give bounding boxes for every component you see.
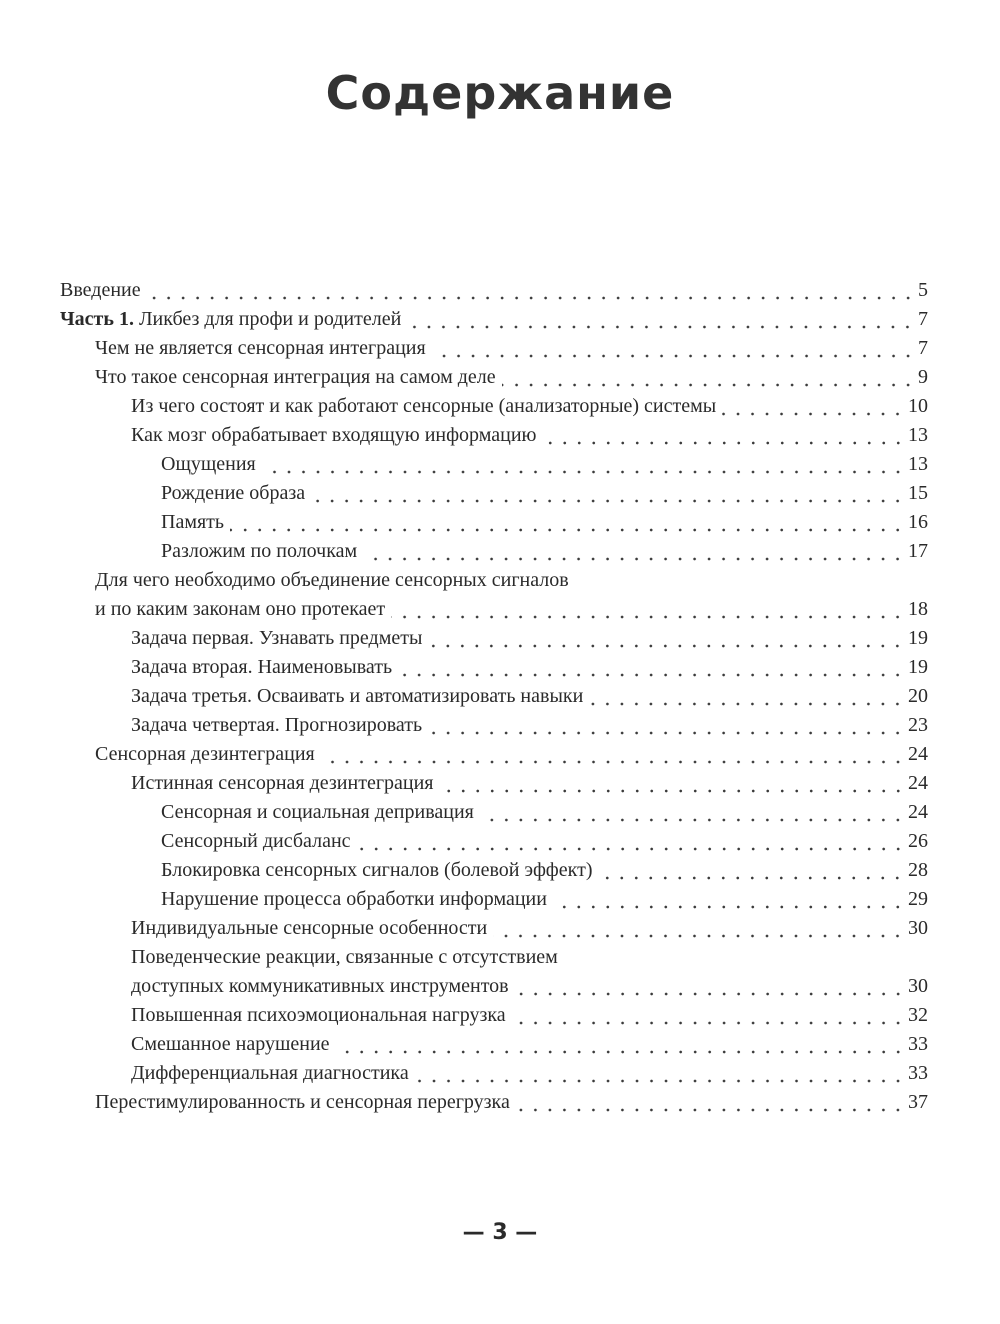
- toc-entry-title: Для чего необходимо объединение сенсорных сигналов: [95, 569, 569, 591]
- toc-entry-title: Сенсорный дисбаланс: [161, 830, 351, 852]
- toc-entry-title: Нарушение процесса обработки информации: [161, 888, 547, 910]
- toc-entry[interactable]: [60, 1059, 928, 1088]
- toc-entry-title: Как мозг обрабатывает входящую информацию: [131, 424, 537, 446]
- dot-leader: [598, 856, 905, 885]
- toc-entry[interactable]: [60, 392, 928, 421]
- dot-leader: [398, 653, 905, 682]
- dot-leader: [432, 334, 915, 363]
- toc-entry[interactable]: [60, 885, 928, 914]
- toc-entry[interactable]: [60, 624, 928, 653]
- toc-page-number: 23: [908, 714, 928, 736]
- toc-page-number: 24: [908, 772, 928, 794]
- toc-page-number: 26: [908, 830, 928, 852]
- dot-leader: [722, 392, 905, 421]
- dot-leader: [321, 740, 905, 769]
- toc-entry-title: доступных коммуникативных инструментов: [131, 975, 509, 997]
- dot-leader: [515, 972, 905, 1001]
- toc-entry-title: Рождение образа: [161, 482, 306, 504]
- toc-page-number: 29: [908, 888, 928, 910]
- toc-page-number: 15: [908, 482, 928, 504]
- toc-page-number: 9: [918, 366, 928, 388]
- toc-page-number: 32: [908, 1004, 928, 1026]
- toc-entry[interactable]: [60, 508, 928, 537]
- toc-page-number: 5: [918, 279, 928, 301]
- toc-entry[interactable]: [60, 363, 928, 392]
- toc-entry[interactable]: [60, 1030, 928, 1059]
- toc-entry[interactable]: [60, 305, 928, 334]
- toc-entry[interactable]: [60, 1001, 928, 1030]
- toc-entry[interactable]: [60, 827, 928, 856]
- toc-entry-title: Разложим по полочкам: [161, 540, 358, 562]
- toc-entry-title: Введение: [60, 279, 141, 301]
- toc-page-number: 19: [908, 627, 928, 649]
- toc-entry-title: Истинная сенсорная дезинтеграция: [131, 772, 434, 794]
- toc-page-number: 24: [908, 743, 928, 765]
- toc-entry-title: Ощущения: [161, 453, 256, 475]
- toc-entry-title: Чем не является сенсорная интеграция: [95, 337, 426, 359]
- table-of-contents: [60, 276, 928, 1117]
- toc-entry-title: Ликбез для профи и родителей: [138, 308, 402, 330]
- toc-entry[interactable]: [60, 566, 928, 595]
- toc-entry-title: Индивидуальные сенсорные особенности: [131, 917, 488, 939]
- dot-leader: [543, 421, 906, 450]
- dot-leader: [415, 1059, 905, 1088]
- toc-entry[interactable]: [60, 740, 928, 769]
- toc-entry[interactable]: [60, 943, 928, 972]
- toc-entry[interactable]: [60, 653, 928, 682]
- toc-entry[interactable]: [60, 450, 928, 479]
- toc-page-number: 24: [908, 801, 928, 823]
- toc-page-number: 16: [908, 511, 928, 533]
- toc-entry-title: Сенсорная и социальная депривация: [161, 801, 474, 823]
- toc-entry[interactable]: [60, 334, 928, 363]
- dot-leader: [512, 1001, 905, 1030]
- toc-entry[interactable]: [60, 856, 928, 885]
- toc-entry[interactable]: [60, 276, 928, 305]
- toc-entry[interactable]: [60, 711, 928, 740]
- dot-leader: [516, 1088, 905, 1117]
- toc-entry-title: Повышенная психоэмоциональная нагрузка: [131, 1004, 506, 1026]
- dot-leader: [589, 682, 905, 711]
- toc-entry-title: Задача третья. Осваивать и автоматизировать навыки: [131, 685, 584, 707]
- toc-page-number: 33: [908, 1033, 928, 1055]
- toc-entry[interactable]: [60, 421, 928, 450]
- toc-page-number: 28: [908, 859, 928, 881]
- toc-entry[interactable]: [60, 595, 928, 624]
- toc-entry[interactable]: [60, 1088, 928, 1117]
- dot-leader: [480, 798, 905, 827]
- dot-leader: [553, 885, 905, 914]
- toc-entry[interactable]: [60, 798, 928, 827]
- toc-entry[interactable]: [60, 682, 928, 711]
- page-number: — 3 —: [462, 1220, 538, 1245]
- dot-leader: [428, 624, 905, 653]
- toc-entry[interactable]: [60, 537, 928, 566]
- toc-entry-title: Поведенческие реакции, связанные с отсутствием: [131, 946, 558, 968]
- toc-entry-title: Что такое сенсорная интеграция на самом деле: [95, 366, 496, 388]
- toc-entry-title: Задача вторая. Наименовывать: [131, 656, 393, 678]
- toc-entry-title: Из чего состоят и как работают сенсорные (анализаторные) системы: [131, 395, 717, 417]
- toc-page-number: 18: [908, 598, 928, 620]
- toc-entry-title: Задача четвертая. Прогнозировать: [131, 714, 423, 736]
- dot-leader: [407, 305, 915, 334]
- toc-page-number: 13: [908, 424, 928, 446]
- toc-entry[interactable]: [60, 914, 928, 943]
- dot-leader: [493, 914, 905, 943]
- toc-page-number: 13: [908, 453, 928, 475]
- dot-leader: [147, 276, 915, 305]
- toc-page-number: 30: [908, 975, 928, 997]
- dot-leader: [311, 479, 905, 508]
- toc-entry-title: Перестимулированность и сенсорная перегрузка: [95, 1091, 510, 1113]
- toc-entry-title: Смешанное нарушение: [131, 1033, 330, 1055]
- toc-page-number: 7: [918, 308, 928, 330]
- toc-entry[interactable]: [60, 972, 928, 1001]
- page-title: Содержание: [325, 66, 675, 120]
- toc-entry-title: Дифференциальная диагностика: [131, 1062, 409, 1084]
- toc-entry-title: и по каким законам оно протекает: [95, 598, 386, 620]
- dot-leader: [363, 537, 905, 566]
- toc-entry-title: Память: [161, 511, 225, 533]
- dot-leader: [357, 827, 905, 856]
- toc-page-number: 19: [908, 656, 928, 678]
- toc-page-number: 37: [908, 1091, 928, 1113]
- toc-page-number: 33: [908, 1062, 928, 1084]
- toc-page-number: 7: [918, 337, 928, 359]
- toc-page-number: 17: [908, 540, 928, 562]
- toc-entry[interactable]: [60, 479, 928, 508]
- toc-page-number: 10: [908, 395, 928, 417]
- dot-leader: [391, 595, 905, 624]
- dot-leader: [336, 1030, 905, 1059]
- toc-entry-title: Блокировка сенсорных сигналов (болевой эффект): [161, 859, 593, 881]
- dot-leader: [262, 450, 905, 479]
- toc-page-number: 20: [908, 685, 928, 707]
- dot-leader: [230, 508, 905, 537]
- toc-part-prefix: Часть 1.: [60, 308, 134, 330]
- dot-leader: [440, 769, 905, 798]
- toc-entry[interactable]: [60, 769, 928, 798]
- dot-leader: [428, 711, 905, 740]
- toc-page-number: 30: [908, 917, 928, 939]
- dot-leader: [502, 363, 915, 392]
- toc-entry-title: Задача первая. Узнавать предметы: [131, 627, 423, 649]
- toc-entry-title: Сенсорная дезинтеграция: [95, 743, 315, 765]
